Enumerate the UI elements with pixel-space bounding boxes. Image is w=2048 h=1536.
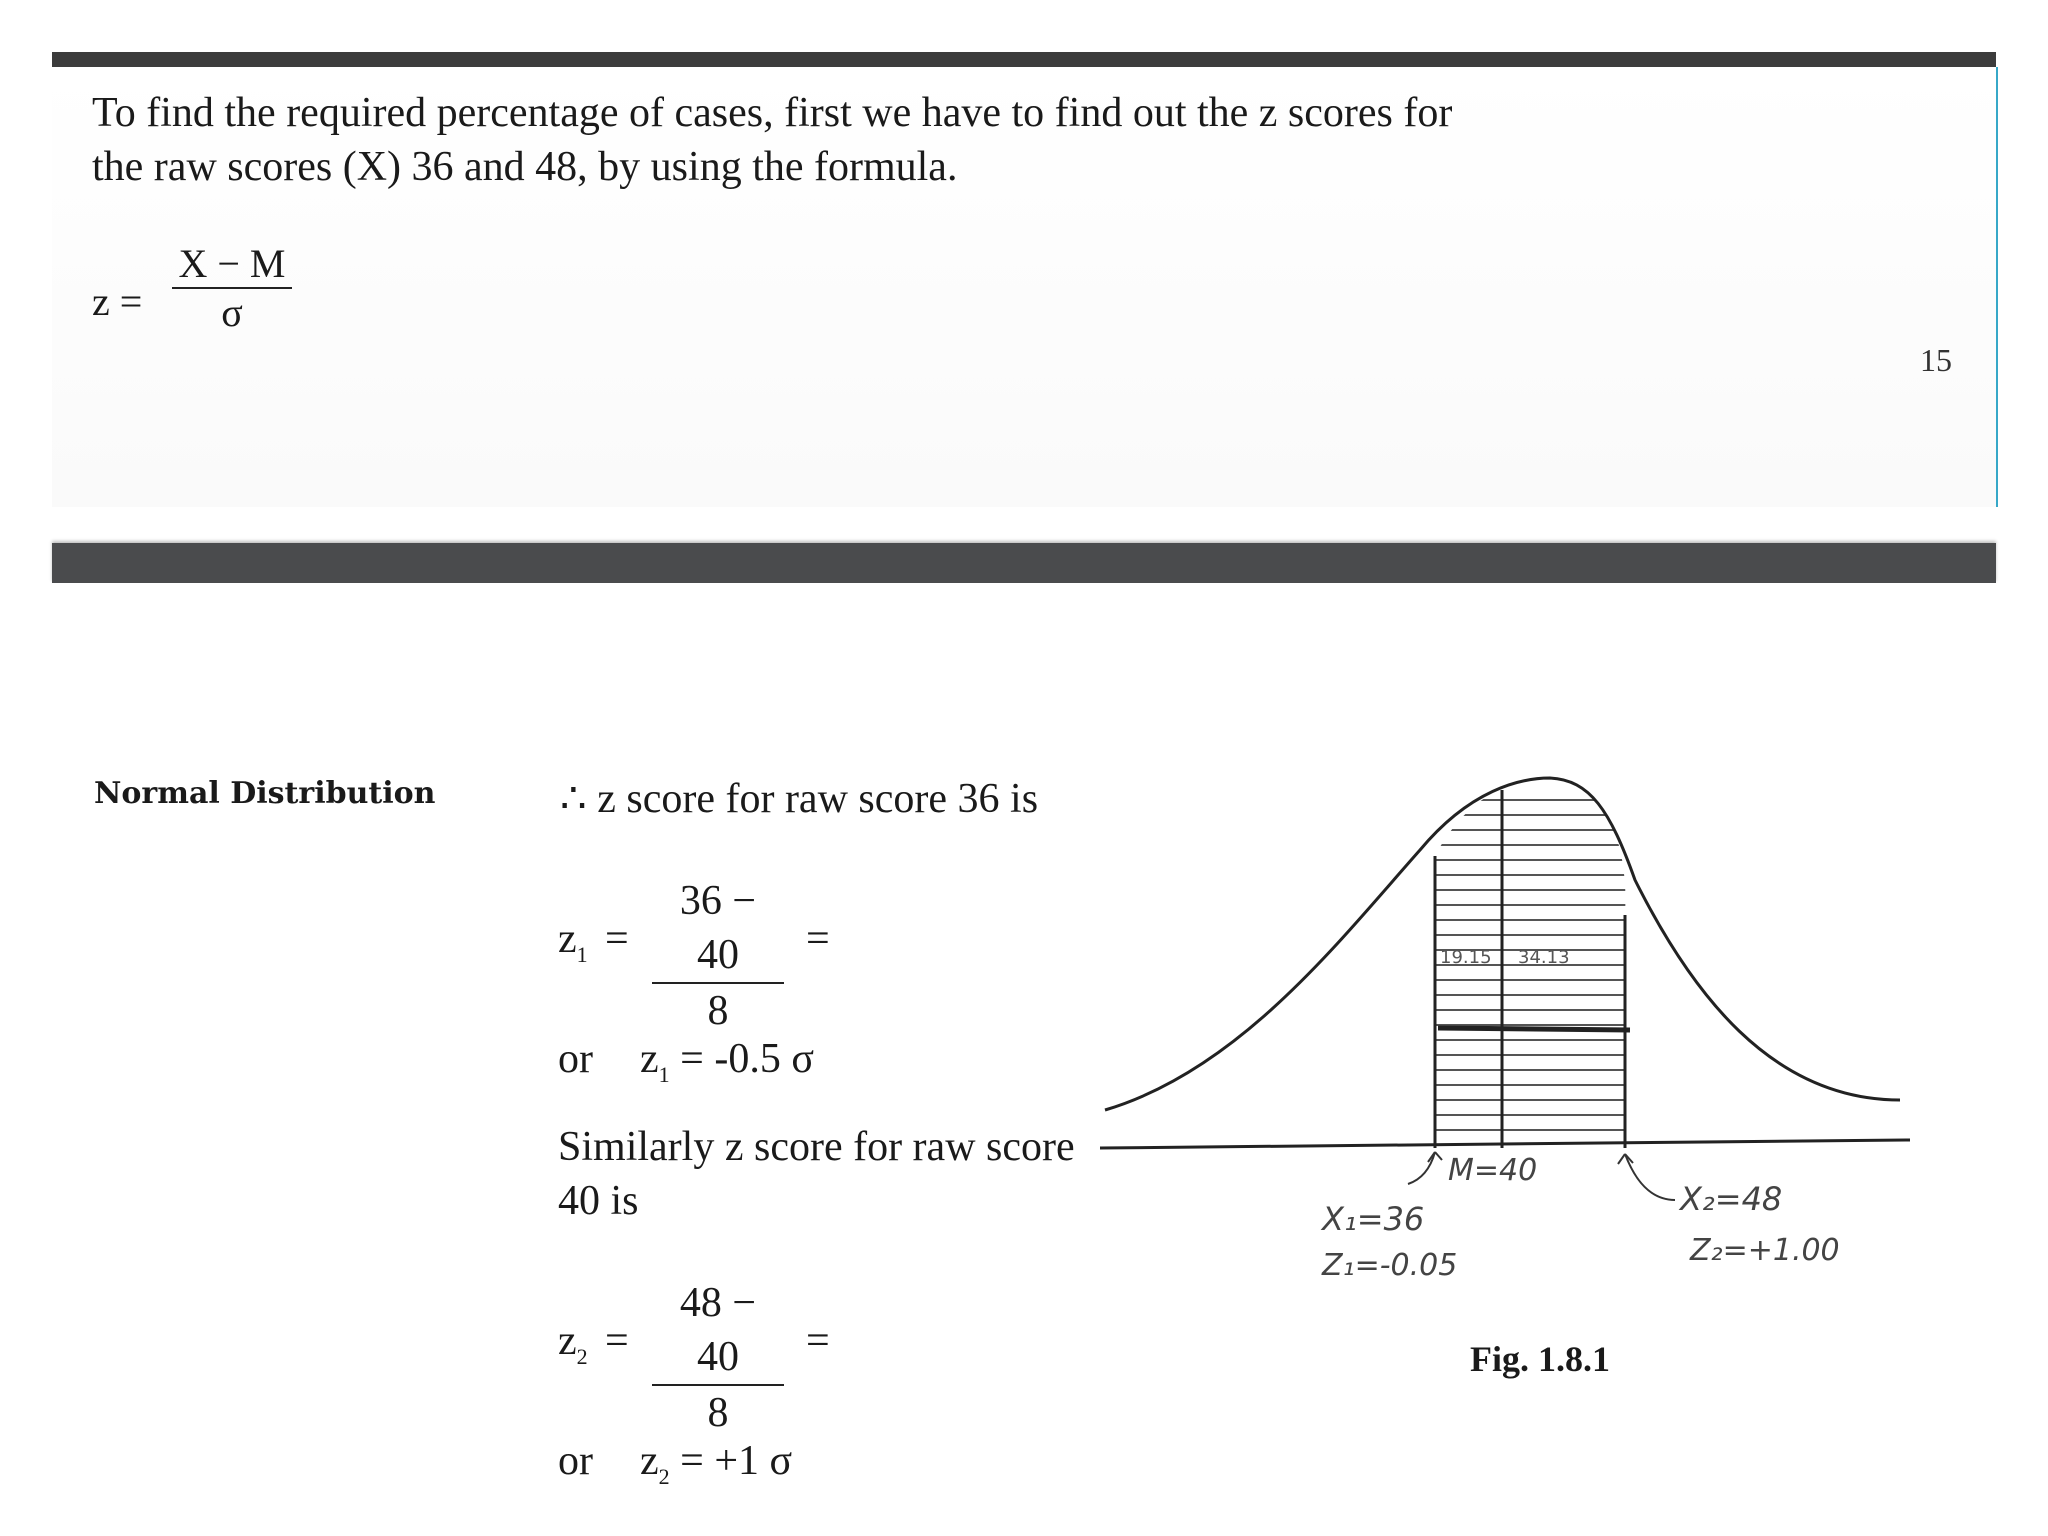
intro-line-1: To find the required percentage of cases, first we have to find out the z scores for [92,90,1453,136]
z1-equals: = [605,916,629,962]
area-right-label: 34.13 [1518,947,1570,968]
z2-trailing-equals: = [806,1318,830,1364]
z2-result [640,1434,792,1504]
page-separator [52,543,1996,583]
z2-subscript: 2 [576,1344,588,1369]
z2-fraction [652,1276,784,1440]
z1-letter: z [558,916,577,962]
z2-label [558,1314,588,1384]
mid-band [1438,1028,1630,1030]
similarly-line-1: Similarly z score for raw score [558,1124,1075,1170]
z1-label [558,912,588,982]
x2-arrowhead [1618,1154,1633,1164]
or-word-2: or [558,1438,593,1484]
page-number: 15 [1920,342,1952,378]
z1-result [640,1032,814,1102]
z1-denominator: 8 [707,988,729,1034]
z2-denominator: 8 [707,1390,729,1436]
figure-caption: Fig. 1.8.1 [1470,1339,1610,1379]
z1-subscript: 1 [658,1062,670,1087]
z1-fraction [652,874,784,1038]
z2-result-value: = +1 σ [680,1438,793,1484]
x2-label: X₂=48 [1680,1180,1783,1218]
z1-numerator: 36 − 40 [679,878,757,978]
formula-denominator: σ [221,290,243,335]
z1-letter: z [640,1036,659,1082]
z2-equals: = [605,1318,629,1364]
z1-subscript: 1 [576,942,588,967]
z1-trailing-equals: = [806,916,830,962]
z2-fig-label: Z₂=+1.00 [1690,1233,1840,1268]
x1-arrowhead [1428,1152,1442,1162]
z1-intro-line: ∴ z score for raw score 36 is [560,776,1039,822]
side-title: Normal Distribution [94,776,436,811]
baseline [1100,1140,1910,1148]
similarly-line-2: 40 is [558,1178,639,1224]
formula-numerator: X − M [178,241,286,286]
x2-arrow [1625,1154,1675,1200]
intro-paragraph [92,86,1592,194]
z2-letter: z [558,1318,577,1364]
similarly-paragraph [558,1120,1075,1228]
z2-numerator: 48 − 40 [679,1280,757,1380]
intro-line-2: the raw scores (X) 36 and 48, by using the formula. [92,144,958,190]
z-formula-fraction [172,240,292,336]
z2-subscript: 2 [658,1464,670,1489]
z1-result-value: = -0.5 σ [680,1036,814,1082]
z1-fig-label: Z₁=-0.05 [1322,1248,1458,1283]
z2-letter: z [640,1438,659,1484]
or-word-1: or [558,1036,593,1082]
x1-label: X₁=36 [1322,1200,1425,1238]
normal-curve-figure [1090,770,1940,1330]
formula-lhs: z = [92,279,143,324]
area-left-label: 19.15 [1440,947,1492,968]
mean-label: M=40 [1448,1153,1538,1188]
page-top-border [52,52,1996,67]
